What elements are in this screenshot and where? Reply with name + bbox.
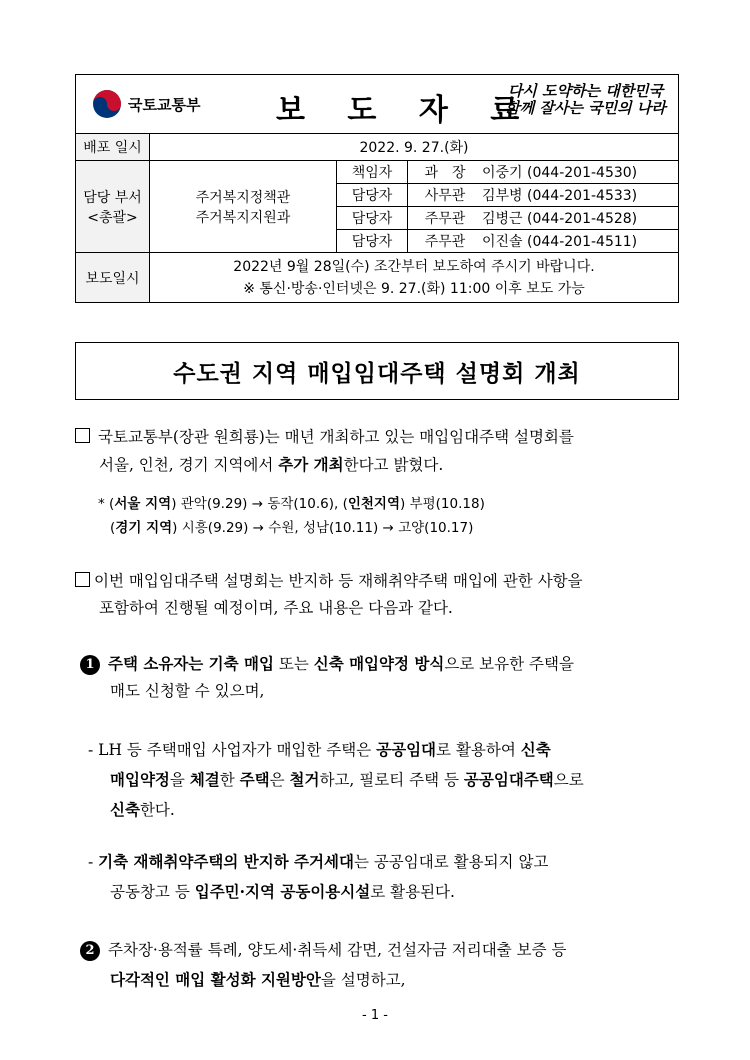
text-run-bold: 체결 (189, 770, 220, 789)
text-run: 을 설명하고, (320, 971, 406, 989)
text-run-bold: 주택 소유자는 기축 매입 (108, 654, 274, 673)
text-run: ) 관악(9.29) → 동작(10.6), ( (171, 496, 348, 512)
contact-role: 책임자 (337, 161, 408, 184)
page-number: - 1 - (362, 1008, 388, 1023)
press-header-table (75, 74, 679, 303)
paragraph-2-line-1: 이번 매입임대주택 설명회는 반지하 등 재해취약주택 매입에 관한 사항을 (94, 572, 583, 590)
contact-person (408, 207, 679, 230)
contact-title: 사무관 (424, 188, 466, 204)
text-run-bold: 신축 매입약정 방식 (313, 654, 445, 673)
text-run: 으로 보유한 주택을 (444, 655, 574, 673)
text-run: - LH 등 주택매입 사업자가 매입한 주택은 (88, 741, 377, 759)
text-run: 매도 신청할 수 있으며, (110, 682, 265, 700)
contact-title: 주무관 (424, 234, 466, 250)
contact-person (408, 230, 679, 253)
text-run: 또는 (273, 655, 314, 673)
text-run-bold: 추가 개최 (278, 455, 344, 474)
contact-person (408, 161, 679, 184)
slogan-line-1: 다시 도약하는 대한민국 (507, 82, 664, 100)
embargo-label: 보도일시 (76, 253, 150, 303)
contact-person (408, 184, 679, 207)
contact-name-phone: 이중기 (044-201-4530) (482, 165, 638, 181)
text-run-bold: 신축 (110, 800, 140, 819)
release-label: 배포 일시 (76, 134, 150, 161)
item-2 (80, 936, 685, 995)
embargo-line-1: 2022년 9월 28일(수) 조간부터 보도하여 주시기 바랍니다. (233, 258, 595, 275)
text-run: 주차장·용적률 특례, 양도세·취득세 감면, 건설자금 저리대출 보증 등 (108, 941, 567, 959)
text-run-bold: 인천지역 (347, 496, 401, 512)
paragraph-1-line-1: 국토교통부(장관 원희룡)는 매년 개최하고 있는 매입임대주택 설명회를 (98, 428, 574, 446)
text-run-bold: 공공임대 (376, 740, 437, 759)
contact-role: 담당자 (337, 184, 408, 207)
text-run-bold: 공공임대주택 (463, 770, 554, 789)
text-run-bold: 매입약정 (110, 770, 170, 789)
ministry-name: 국토교통부 (128, 95, 201, 114)
paragraph-2 (75, 568, 685, 622)
text-run: 로 활용하여 (436, 741, 521, 759)
department-2: 주거복지지원과 (195, 209, 291, 226)
text-run-bold: 다각적인 매입 활성화 지원방안 (110, 970, 321, 989)
paragraph-2-line-2: 포함하여 진행될 예정이며, 주요 내용은 다음과 같다. (99, 599, 453, 617)
text-run-bold: 경기 지역 (115, 520, 173, 536)
text-run: 공동창고 등 (110, 883, 195, 901)
dash-item-2 (88, 847, 688, 907)
text-run-bold: 서울 지역 (114, 496, 172, 512)
text-run-bold: 주택 (239, 770, 270, 789)
contact-title: 과 장 (424, 165, 466, 181)
department-label-line-1: 담당 부서 (83, 189, 142, 206)
text-run-bold: 철거 (289, 770, 320, 789)
text-run: 는 공공임대로 활용되지 않고 (353, 853, 549, 871)
text-run: 로 활용된다. (370, 883, 455, 901)
text-run: ) 부평(10.18) (400, 496, 485, 512)
department-names (150, 161, 337, 253)
text-run-bold: 기축 재해취약주택의 반지하 주거세대 (98, 852, 354, 871)
press-banner (76, 75, 679, 134)
text-run: - (88, 853, 99, 871)
taegeuk-icon (92, 89, 122, 119)
contact-role: 담당자 (337, 230, 408, 253)
text-run: 하고, 필로티 주택 등 (319, 771, 464, 789)
department-label (76, 161, 150, 253)
text-run: 을 (169, 771, 190, 789)
release-date: 2022. 9. 27.(화) (150, 134, 679, 161)
dash-item-1 (88, 735, 688, 825)
text-run: 으로 (553, 771, 584, 789)
schedule-note (98, 492, 688, 540)
paragraph-1 (75, 424, 685, 479)
checkbox-bullet-icon (75, 428, 90, 443)
document-type-title: 보 도 자 료 (276, 93, 536, 128)
government-slogan (503, 83, 668, 117)
embargo-text (150, 253, 679, 303)
text-run: ) 시흥(9.29) → 수원, 성남(10.11) → 고양(10.17) (172, 520, 474, 536)
number-badge-icon: 2 (80, 941, 100, 961)
text-run: 한 (219, 771, 240, 789)
contact-name-phone: 김병근 (044-201-4528) (482, 211, 638, 227)
slogan-line-2: 함께 잘사는 국민의 나라 (505, 99, 666, 117)
embargo-line-2: ※ 통신·방송·인터넷은 9. 27.(화) 11:00 이후 보도 가능 (243, 280, 585, 297)
text-run: * ( (98, 496, 115, 512)
headline: 수도권 지역 매입임대주택 설명회 개최 (75, 342, 679, 400)
text-run-bold: 입주민·지역 공동이용시설 (194, 882, 371, 901)
ministry-logo (92, 89, 200, 119)
contact-name-phone: 이진솔 (044-201-4511) (482, 234, 638, 250)
contact-role: 담당자 (337, 207, 408, 230)
contact-name-phone: 김부병 (044-201-4533) (482, 188, 638, 204)
text-run: 한다고 밝혔다. (343, 456, 444, 474)
text-run-bold: 신축 (520, 740, 551, 759)
item-1 (80, 650, 685, 705)
text-run: 은 (269, 771, 290, 789)
text-run: 한다. (139, 801, 175, 819)
department-label-line-2: <총괄> (87, 209, 138, 226)
checkbox-bullet-icon (75, 572, 90, 587)
contact-title: 주무관 (424, 211, 466, 227)
text-run: 서울, 인천, 경기 지역에서 (99, 456, 279, 474)
text-run: ( (110, 520, 116, 536)
department-1: 주거복지정책관 (195, 189, 291, 206)
number-badge-icon: 1 (80, 655, 100, 675)
